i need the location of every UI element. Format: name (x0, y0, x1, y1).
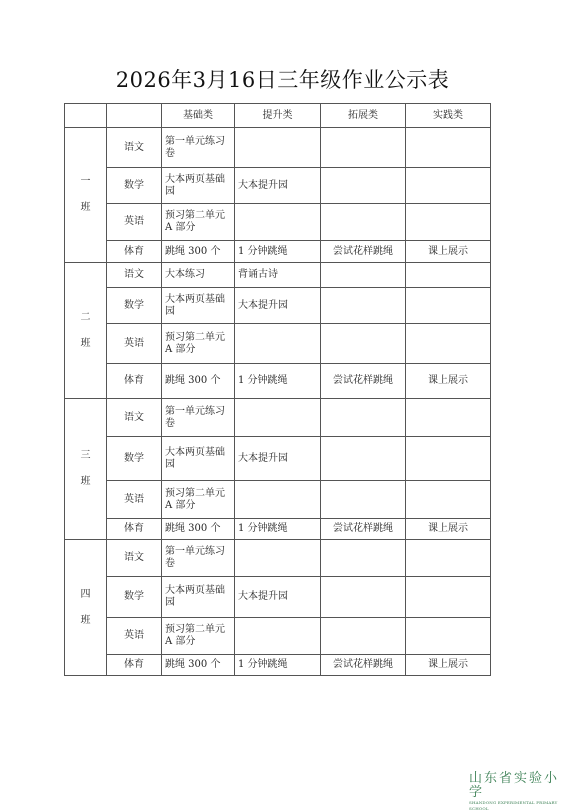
subject-cell: 体育 (107, 364, 162, 399)
basic-cell: 预习第二单元 A 部分 (162, 618, 235, 655)
class-name: 四班 (80, 588, 91, 626)
subject-cell: 英语 (107, 204, 162, 241)
practice-cell (406, 577, 491, 618)
advanced-cell (235, 128, 321, 168)
subject-cell: 语文 (107, 128, 162, 168)
class-name-cell (65, 399, 107, 540)
practice-cell (406, 399, 491, 437)
advanced-cell (235, 204, 321, 241)
subject-cell: 英语 (107, 324, 162, 364)
class-name-cell (65, 540, 107, 676)
subject-cell: 语文 (107, 540, 162, 577)
header-row (65, 104, 491, 128)
extended-cell (321, 618, 406, 655)
extended-cell: 尝试花样跳绳 (321, 519, 406, 540)
extended-cell (321, 128, 406, 168)
class-name: 二班 (80, 311, 91, 349)
basic-cell: 第一单元练习卷 (162, 399, 235, 437)
practice-cell (406, 481, 491, 519)
subject-cell: 语文 (107, 263, 162, 288)
extended-cell (321, 540, 406, 577)
header-extended: 拓展类 (321, 104, 406, 128)
header-cell-class (65, 104, 107, 128)
advanced-cell (235, 324, 321, 364)
school-logo (469, 772, 561, 812)
class-name: 三班 (80, 450, 91, 487)
homework-table (64, 103, 491, 676)
table-body (65, 128, 491, 676)
extended-cell (321, 481, 406, 519)
table-row (65, 399, 491, 437)
advanced-cell (235, 481, 321, 519)
subject-cell: 数学 (107, 288, 162, 324)
header-basic: 基础类 (162, 104, 235, 128)
practice-cell (406, 437, 491, 481)
table-row (65, 481, 491, 519)
table-row (65, 168, 491, 204)
extended-cell: 尝试花样跳绳 (321, 364, 406, 399)
practice-cell: 课上展示 (406, 241, 491, 263)
basic-cell: 大本两页基础园 (162, 168, 235, 204)
table-row (65, 288, 491, 324)
advanced-cell: 1 分钟跳绳 (235, 519, 321, 540)
page-title: 2026年3月16日三年级作业公示表 (115, 68, 450, 92)
basic-cell: 大本练习 (162, 263, 235, 288)
practice-cell: 课上展示 (406, 519, 491, 540)
class-name-cell (65, 128, 107, 263)
advanced-cell (235, 618, 321, 655)
advanced-cell: 背诵古诗 (235, 263, 321, 288)
basic-cell: 第一单元练习卷 (162, 128, 235, 168)
table-row (65, 241, 491, 263)
basic-cell: 预习第二单元 A 部分 (162, 481, 235, 519)
table-row (65, 364, 491, 399)
advanced-cell: 1 分钟跳绳 (235, 241, 321, 263)
subject-cell: 英语 (107, 618, 162, 655)
subject-cell: 体育 (107, 241, 162, 263)
header-advanced: 提升类 (235, 104, 321, 128)
extended-cell (321, 204, 406, 241)
practice-cell (406, 204, 491, 241)
table-row (65, 577, 491, 618)
advanced-cell: 大本提升园 (235, 168, 321, 204)
basic-cell: 跳绳 300 个 (162, 241, 235, 263)
table-row (65, 437, 491, 481)
extended-cell (321, 399, 406, 437)
table-row (65, 128, 491, 168)
basic-cell: 预习第二单元 A 部分 (162, 204, 235, 241)
class-name: 一班 (80, 176, 91, 213)
practice-cell (406, 618, 491, 655)
table-row (65, 204, 491, 241)
extended-cell: 尝试花样跳绳 (321, 241, 406, 263)
practice-cell: 课上展示 (406, 655, 491, 676)
basic-cell: 预习第二单元 A 部分 (162, 324, 235, 364)
practice-cell (406, 324, 491, 364)
basic-cell: 跳绳 300 个 (162, 655, 235, 676)
advanced-cell: 1 分钟跳绳 (235, 655, 321, 676)
table-row (65, 519, 491, 540)
practice-cell (406, 263, 491, 288)
extended-cell: 尝试花样跳绳 (321, 655, 406, 676)
table-row (65, 655, 491, 676)
subject-cell: 英语 (107, 481, 162, 519)
extended-cell (321, 577, 406, 618)
school-logo-name: 山东省实验小学 (469, 771, 560, 800)
practice-cell (406, 288, 491, 324)
advanced-cell (235, 540, 321, 577)
advanced-cell: 大本提升园 (235, 288, 321, 324)
table-row (65, 324, 491, 364)
extended-cell (321, 437, 406, 481)
basic-cell: 大本两页基础园 (162, 437, 235, 481)
header-cell-subject (107, 104, 162, 128)
table-row (65, 618, 491, 655)
advanced-cell (235, 399, 321, 437)
basic-cell: 跳绳 300 个 (162, 364, 235, 399)
table-row (65, 263, 491, 288)
subject-cell: 体育 (107, 519, 162, 540)
basic-cell: 大本两页基础园 (162, 288, 235, 324)
subject-cell: 体育 (107, 655, 162, 676)
school-logo-english: SHANDONG EXPERIMENTAL PRIMARY SCHOOL (469, 800, 558, 811)
basic-cell: 跳绳 300 个 (162, 519, 235, 540)
practice-cell: 课上展示 (406, 364, 491, 399)
practice-cell (406, 168, 491, 204)
practice-cell (406, 128, 491, 168)
subject-cell: 语文 (107, 399, 162, 437)
extended-cell (321, 324, 406, 364)
extended-cell (321, 288, 406, 324)
advanced-cell: 大本提升园 (235, 437, 321, 481)
basic-cell: 第一单元练习卷 (162, 540, 235, 577)
advanced-cell: 大本提升园 (235, 577, 321, 618)
advanced-cell: 1 分钟跳绳 (235, 364, 321, 399)
basic-cell: 大本两页基础园 (162, 577, 235, 618)
extended-cell (321, 168, 406, 204)
extended-cell (321, 263, 406, 288)
header-practice: 实践类 (406, 104, 491, 128)
subject-cell: 数学 (107, 577, 162, 618)
subject-cell: 数学 (107, 437, 162, 481)
practice-cell (406, 540, 491, 577)
table-row (65, 540, 491, 577)
subject-cell: 数学 (107, 168, 162, 204)
class-name-cell (65, 263, 107, 399)
